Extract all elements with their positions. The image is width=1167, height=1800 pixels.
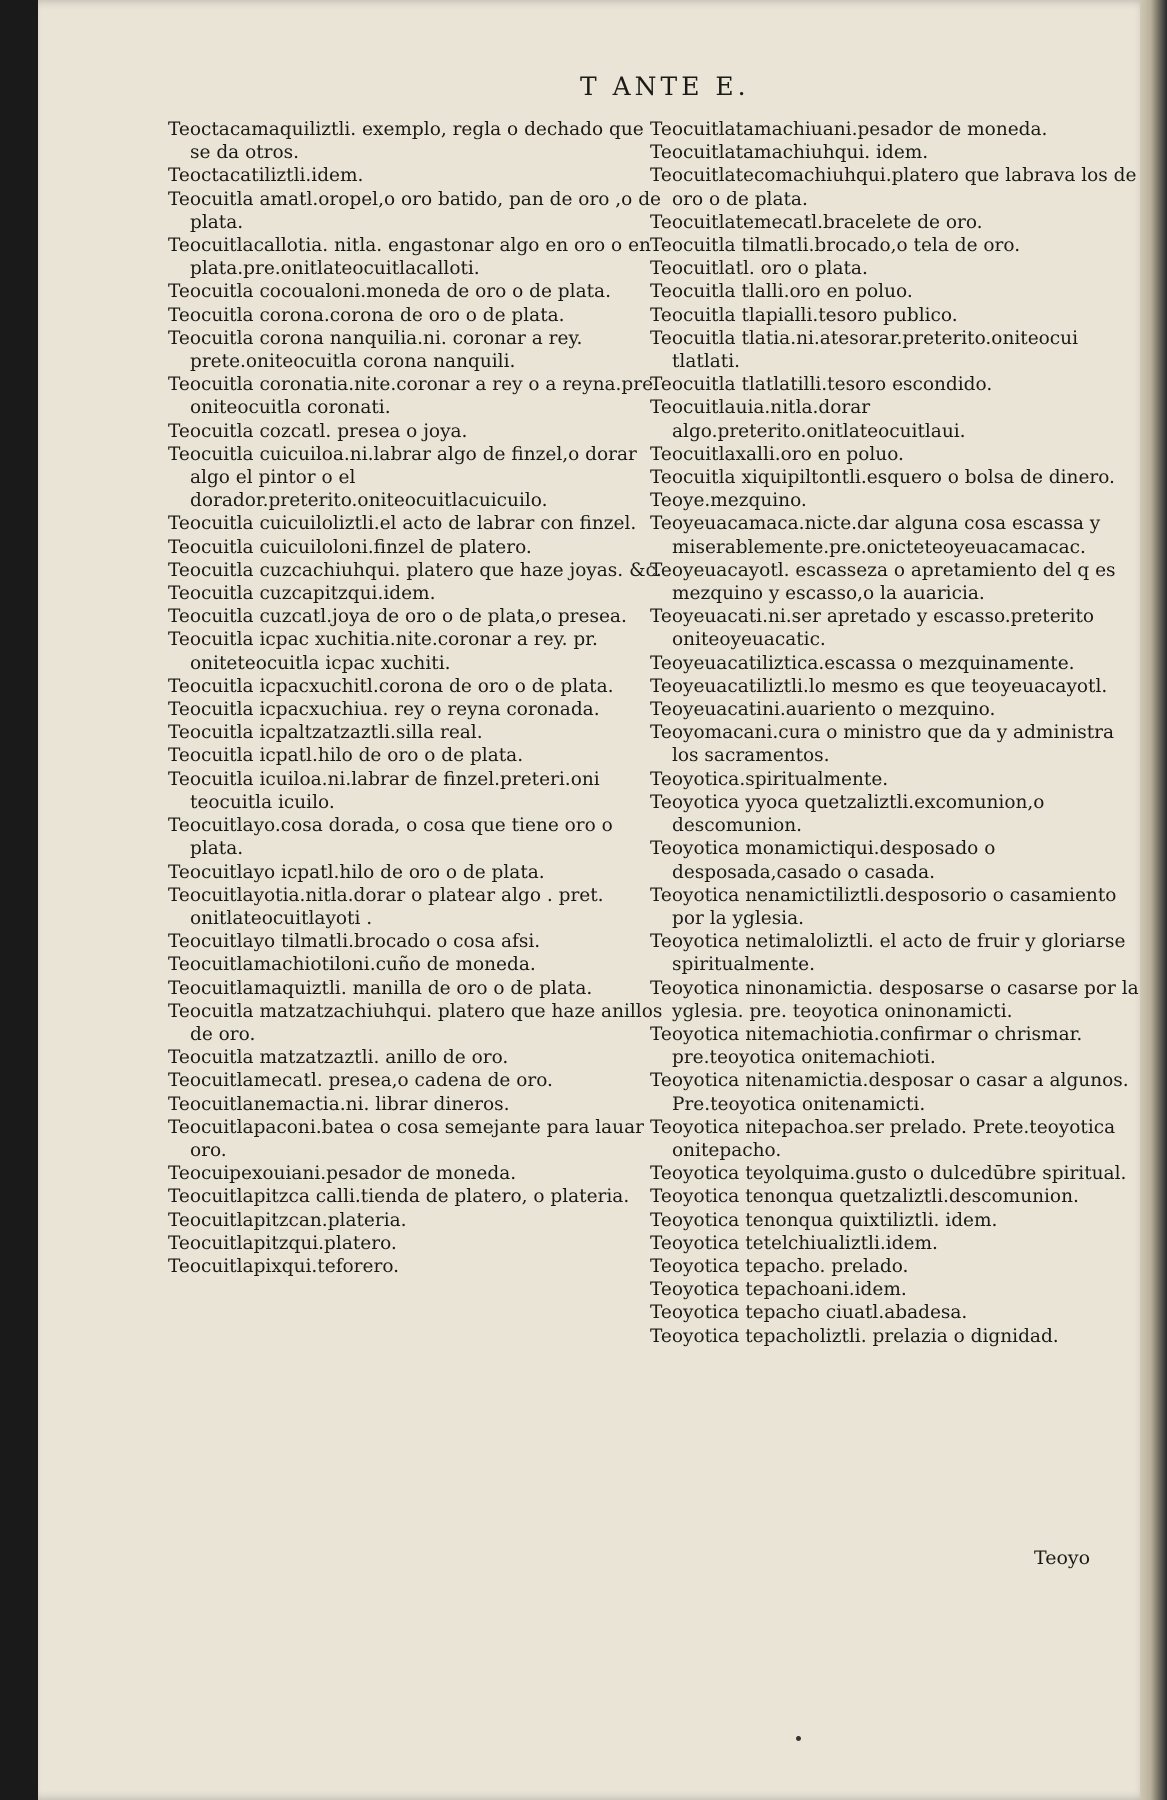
- dictionary-entry: Teocuitla icpatl.hilo de oro o de plata.: [168, 745, 524, 767]
- dictionary-entry: Teoyotica monamictiqui.desposado o desposada,casado o casada.: [650, 838, 996, 883]
- dictionary-entry: Teocuitla cuzcatl.joya de oro o de plata,o presea.: [168, 606, 627, 628]
- dictionary-entry: Teoyeuacatiliztica.escassa o mezquinamente.: [650, 652, 1075, 674]
- dictionary-entry: Teoyotica tepacholiztli. prelazia o dignidad.: [650, 1325, 1059, 1347]
- dictionary-entry: Teocuitla corona.corona de oro o de plata.: [168, 304, 565, 326]
- dictionary-entry: Teocuitla icpacxuchiua. rey o reyna coronada.: [168, 699, 600, 721]
- dictionary-entry: Teocuitla cuzcapitzqui.idem.: [168, 583, 436, 605]
- dictionary-entry: Teocuitlanemactia.ni. librar dineros.: [168, 1093, 510, 1115]
- dictionary-entry: Teocuipexouiani.pesador de moneda.: [168, 1163, 517, 1185]
- ink-dot: [796, 1736, 801, 1741]
- dictionary-entry: Teocuitlatemecatl.bracelete de oro.: [650, 211, 983, 233]
- dictionary-entry: Teocuitla icpacxuchitl.corona de oro o de plata.: [168, 675, 614, 697]
- dictionary-entry: Teocuitlacallotia. nitla. engastonar algo en oro o en plata.pre.onitlateocuitlacalloti.: [168, 235, 651, 280]
- dictionary-entry: Teocuitla cozcatl. presea o joya.: [168, 420, 468, 442]
- dictionary-entry: Teoctacatiliztli.idem.: [168, 165, 364, 187]
- dictionary-entry: Teocuitlatamachiuhqui. idem.: [650, 142, 929, 164]
- dictionary-entry: Teoyeuacati.ni.ser apretado y escasso.preterito oniteoyeuacatic.: [650, 606, 1095, 651]
- dictionary-entry: Teocuitlatamachiuani.pesador de moneda.: [650, 119, 1048, 140]
- dictionary-entry: Teoye.mezquino.: [650, 490, 807, 512]
- dictionary-entry: Teocuitlatecomachiuhqui.platero que labrava los de oro o de plata.: [650, 165, 1137, 210]
- dictionary-entry: Teocuitla icpac xuchitia.nite.coronar a rey. pr. oniteteocuitla icpac xuchiti.: [168, 629, 598, 674]
- dictionary-entry: Teoyotica nitenamictia.desposar o casar a algunos. Pre.teoyotica onitenamicti.: [650, 1070, 1129, 1115]
- dictionary-entry: Teocuitlapaconi.batea o cosa semejante para lauar oro.: [168, 1116, 644, 1161]
- dictionary-entry: Teoyotica tenonqua quetzaliztli.descomunion.: [650, 1186, 1079, 1208]
- dictionary-entry: Teoyomacani.cura o ministro que da y administra los sacramentos.: [650, 722, 1115, 767]
- dictionary-entry: Teocuitlapitzqui.platero.: [168, 1232, 397, 1254]
- dictionary-entry: Teocuitlauia.nitla.dorar algo.preterito.onitlateocuitlaui.: [650, 397, 966, 442]
- dictionary-entry: Teoyotica tepachoani.idem.: [650, 1279, 907, 1301]
- running-head: T ANTE E.: [580, 72, 750, 101]
- dictionary-entry: Teocuitlapixqui.teforero.: [168, 1255, 400, 1277]
- catchword: Teoyo: [1034, 1547, 1091, 1569]
- dictionary-entry: Teocuitla icuiloa.ni.labrar de finzel.preteri.oni teocuitla icuilo.: [168, 768, 600, 813]
- dictionary-entry: Teocuitla matzatzaztli. anillo de oro.: [168, 1047, 509, 1069]
- dictionary-entry: Teoctacamaquiliztli. exemplo, regla o dechado que se da otros.: [168, 119, 644, 164]
- dictionary-entry: Teoyotica ninonamictia. desposarse o casarse por la yglesia. pre. teoyotica oninonamicti.: [650, 977, 1139, 1022]
- dictionary-entry: Teocuitlamecatl. presea,o cadena de oro.: [168, 1070, 553, 1092]
- dictionary-entry: Teoyotica netimaloliztli. el acto de fruir y gloriarse spiritualmente.: [650, 931, 1126, 976]
- dictionary-entry: Teoyotica.spiritualmente.: [650, 768, 889, 790]
- dictionary-entry: Teocuitla tlatia.ni.atesorar.preterito.oniteocui tlatlati.: [650, 327, 1078, 373]
- dictionary-entry: Teoyeuacatini.auariento o mezquino.: [650, 699, 996, 721]
- dictionary-entry: Teocuitla matzatzachiuhqui. platero que haze anillos de oro.: [168, 1000, 663, 1045]
- dictionary-entry: Teoyeuacatiliztli.lo mesmo es que teoyeuacayotl.: [650, 675, 1108, 697]
- dictionary-entry: Teocuitlayo icpatl.hilo de oro o de plata.: [168, 861, 545, 883]
- right-column: [650, 118, 1145, 1348]
- dictionary-entry: Teocuitlamachiotiloni.cuño de moneda.: [168, 954, 536, 976]
- dictionary-entry: Teoyotica nitepachoa.ser prelado. Prete.teoyotica onitepacho.: [650, 1116, 1116, 1161]
- dictionary-entry: Teoyotica tetelchiualiztli.idem.: [650, 1232, 938, 1254]
- dictionary-entry: Teocuitlaxalli.oro en poluo.: [650, 443, 904, 465]
- dictionary-entry: Teoyotica teyolquima.gusto o dulcedūbre spiritual.: [650, 1163, 1127, 1185]
- dictionary-entry: Teoyotica tenonqua quixtiliztli. idem.: [650, 1209, 998, 1231]
- dictionary-entry: Teoyotica tepacho ciuatl.abadesa.: [650, 1302, 968, 1324]
- dictionary-entry: Teocuitla xiquipiltontli.esquero o bolsa de dinero.: [650, 467, 1115, 489]
- dictionary-entry: Teocuitlapitzca calli.tienda de platero, o plateria.: [168, 1186, 630, 1208]
- dictionary-entry: Teocuitlayotia.nitla.dorar o platear algo . pret. onitlateocuitlayoti .: [168, 884, 604, 929]
- dictionary-entry: Teocuitla cuzcachiuhqui. platero que haze joyas. &c.: [168, 559, 662, 581]
- dictionary-entry: Teoyotica tepacho. prelado.: [650, 1255, 909, 1277]
- dictionary-entry: Teocuitlayo tilmatli.brocado o cosa afsi.: [168, 931, 541, 953]
- dictionary-entry: Teoyotica nenamictiliztli.desposorio o casamiento por la yglesia.: [650, 884, 1117, 929]
- dictionary-entry: Teocuitla cuicuiloloni.finzel de platero.: [168, 536, 532, 558]
- dictionary-entry: Teocuitla corona nanquilia.ni. coronar a rey. prete.oniteocuitla corona nanquili.: [168, 327, 583, 373]
- dictionary-entry: Teoyeuacamaca.nicte.dar alguna cosa escassa y miserablemente.pre.onicteteoyeuacamacac.: [650, 513, 1101, 558]
- dictionary-entry: Teocuitla coronatia.nite.coronar a rey o a reyna.pre. oniteocuitla coronati.: [168, 374, 659, 419]
- dictionary-entry: Teocuitla icpaltzatzaztli.silla real.: [168, 722, 483, 744]
- left-column: [168, 118, 663, 1278]
- dictionary-entry: Teocuitlayo.cosa dorada, o cosa que tiene oro o plata.: [168, 815, 613, 860]
- dictionary-entry: Teoyotica yyoca quetzaliztli.excomunion,o descomunion.: [650, 791, 1045, 837]
- dictionary-entry: Teocuitla cuicuiloa.ni.labrar algo de finzel,o dorar algo el pintor o el dorador.preterito.oniteocuitlacuicuilo.: [168, 443, 637, 512]
- dictionary-entry: Teocuitlatl. oro o plata.: [650, 258, 868, 280]
- dictionary-entry: Teocuitla cocoualoni.moneda de oro o de plata.: [168, 281, 611, 303]
- dictionary-entry: Teocuitla cuicuiloliztli.el acto de labrar con finzel.: [168, 513, 637, 535]
- dictionary-entry: Teoyeuacayotl. escasseza o apretamiento del q es mezquino y escasso,o la auaricia.: [650, 559, 1116, 605]
- dictionary-entry: Teocuitla tilmatli.brocado,o tela de oro.: [650, 235, 1021, 257]
- dictionary-entry: Teocuitla tlapialli.tesoro publico.: [650, 304, 958, 326]
- dictionary-entry: Teocuitla tlalli.oro en poluo.: [650, 281, 913, 303]
- dictionary-entry: Teocuitla tlatlatilli.tesoro escondido.: [650, 374, 993, 396]
- dictionary-entry: Teocuitlamaquiztli. manilla de oro o de plata.: [168, 977, 593, 999]
- dictionary-entry: Teocuitla amatl.oropel,o oro batido, pan de oro ,o de plata.: [168, 188, 661, 233]
- dictionary-entry: Teoyotica nitemachiotia.confirmar o chrismar. pre.teoyotica onitemachioti.: [650, 1023, 1083, 1069]
- dictionary-entry: Teocuitlapitzcan.plateria.: [168, 1209, 407, 1231]
